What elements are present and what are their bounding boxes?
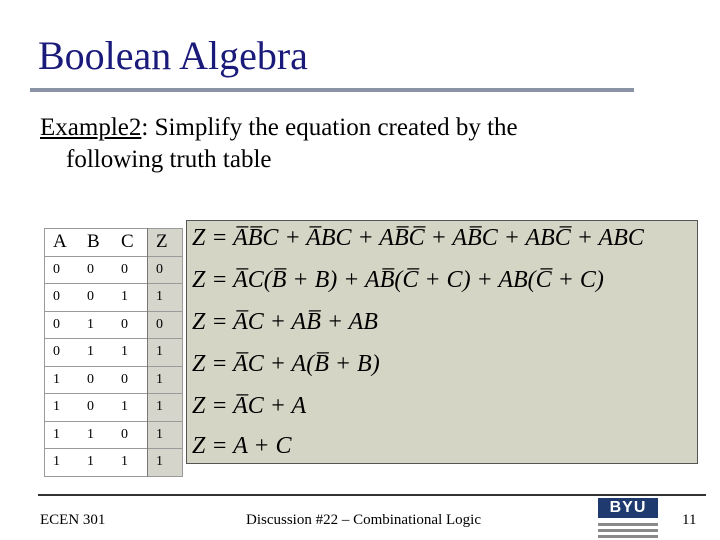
footer-course: ECEN 301: [40, 512, 106, 528]
equation-5: Z = A̅C + A: [192, 393, 307, 419]
byu-logo: [596, 498, 660, 538]
truth-table-header: [45, 229, 183, 257]
cell-b: 0: [79, 256, 113, 284]
truth-table: [44, 228, 183, 477]
header-z: Z: [148, 229, 183, 257]
example-line2: following truth table: [66, 146, 272, 173]
example-line1: Simplify the equation created by the: [148, 114, 518, 141]
cell-c: 1: [113, 394, 148, 422]
cell-a: 1: [45, 394, 80, 422]
logo-line: [598, 529, 658, 532]
cell-a: 0: [45, 339, 80, 367]
cell-z: 1: [148, 366, 183, 394]
header-a: A: [53, 231, 67, 253]
cell-b: 1: [79, 449, 113, 477]
table-row: [45, 311, 183, 339]
equation-6: Z = A + C: [192, 433, 292, 459]
table-row: [45, 339, 183, 367]
table-row: [45, 366, 183, 394]
cell-z: 0: [148, 256, 183, 284]
equation-1: Z = A̅B̅C + A̅BC + AB̅C̅ + AB̅C + ABC̅ + ABC: [192, 225, 644, 251]
cell-z: 1: [148, 339, 183, 367]
equation-4: Z = A̅C + A(B̅ + B): [192, 351, 380, 377]
derivation-box: [186, 220, 698, 464]
cell-c: 1: [113, 284, 148, 312]
equation-2: Z = A̅C(B̅ + B) + AB̅(C̅ + C) + AB(C̅ + C): [192, 267, 604, 293]
page-number: 11: [682, 512, 697, 528]
cell-b: 1: [79, 421, 113, 449]
cell-c: 1: [113, 449, 148, 477]
header-b: B: [87, 231, 100, 253]
equation-3: Z = A̅C + AB̅ + AB: [192, 309, 378, 335]
cell-z: 1: [148, 449, 183, 477]
table-row: [45, 394, 183, 422]
cell-c: 0: [113, 311, 148, 339]
cell-z: 0: [148, 311, 183, 339]
cell-b: 1: [79, 311, 113, 339]
example-label: Example2: [40, 114, 142, 141]
cell-a: 1: [45, 449, 80, 477]
logo-line: [598, 535, 658, 538]
cell-b: 0: [79, 366, 113, 394]
cell-z: 1: [148, 394, 183, 422]
title-divider: [30, 88, 634, 92]
table-row: [45, 256, 183, 284]
cell-a: 0: [45, 284, 80, 312]
table-row: [45, 284, 183, 312]
footer-divider: [38, 494, 706, 496]
footer-topic: Discussion #22 – Combinational Logic: [246, 512, 481, 528]
example-text: [40, 112, 660, 176]
byu-logo-text: BYU: [598, 498, 658, 518]
cell-a: 1: [45, 421, 80, 449]
cell-c: 0: [113, 256, 148, 284]
cell-c: 0: [113, 366, 148, 394]
logo-line: [598, 523, 658, 526]
example-colon: :: [141, 114, 149, 141]
cell-c: 1: [113, 339, 148, 367]
table-row: [45, 449, 183, 477]
header-c: C: [121, 231, 134, 253]
table-row: [45, 421, 183, 449]
cell-a: 1: [45, 366, 80, 394]
cell-c: 0: [113, 421, 148, 449]
cell-b: 1: [79, 339, 113, 367]
cell-b: 0: [79, 394, 113, 422]
cell-a: 0: [45, 311, 80, 339]
cell-b: 0: [79, 284, 113, 312]
cell-a: 0: [45, 256, 80, 284]
slide-title: Boolean Algebra: [38, 33, 308, 78]
cell-z: 1: [148, 284, 183, 312]
cell-z: 1: [148, 421, 183, 449]
